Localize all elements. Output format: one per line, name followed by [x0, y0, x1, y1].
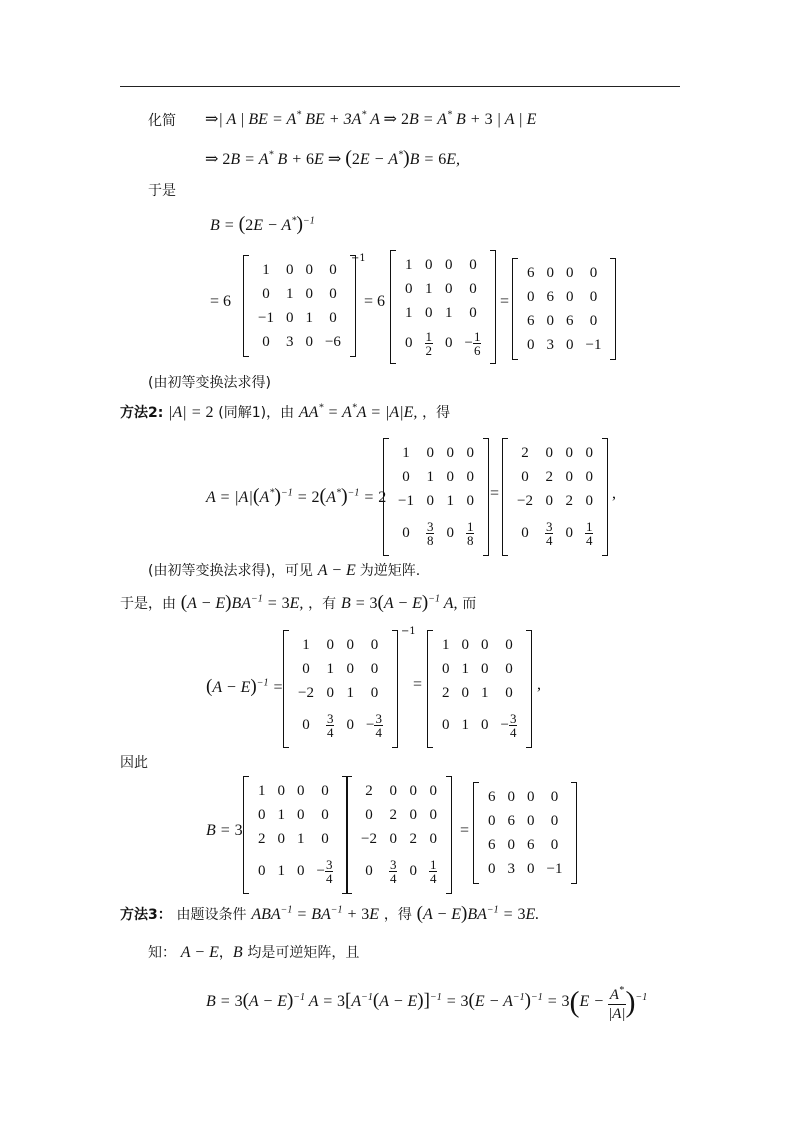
- method3-text: 由题设条件: [176, 907, 247, 923]
- matrix-m9: 2 0 0 0 0 2 0 0 −2 0 2 0 0 $\frac{3}{4}$ 0 $\frac{1}{4}$: [346, 776, 452, 894]
- comma-1: ,: [612, 485, 616, 502]
- method3-title: 方法3：: [120, 907, 172, 923]
- label-zhi: 知：: [148, 945, 176, 961]
- equation-A: $A = |A|(A^*)^{-1} = 2(A^*)^{-1} = 2$: [206, 485, 387, 507]
- label-huajian: 化简: [148, 113, 176, 129]
- matrix-m10: 6 0 0 0 0 6 0 0 6 0 6 0 0 3 0 −1: [473, 782, 577, 884]
- label-you: ，有: [308, 596, 337, 612]
- equation-1: ⇒| A | BE = A* BE + 3A* A ⇒ 2B = A* B + 3 | A | E: [205, 109, 537, 128]
- equation-2: ⇒ 2B = A* B + 6E ⇒ (2E − A*)B = 6E,: [205, 147, 460, 169]
- matrix-m7: 1 0 0 0 0 1 0 0 2 0 1 0 0 1 0 − $\frac{3}{4}$: [427, 630, 532, 748]
- eq-6: = 6: [364, 293, 386, 310]
- equation-AE-inv: $(A - E)^{-1}$ =: [206, 676, 284, 697]
- equation-B3: B = 3: [206, 822, 243, 839]
- method2-title: 方法2:: [120, 405, 164, 421]
- equation-final: $B = 3(A - E)^{-1}$ $A = 3[A^{-1}(A - E)]^{-1} = 3(E - A^{-1})^{-1} = 3(E$ − $\frac{A^*}{|A|}$ )$^{-1}$: [206, 982, 647, 1023]
- note-invertible: 为逆矩阵.: [359, 563, 421, 579]
- matrix-m5: 2 0 0 0 0 2 0 0 −2 0 2 0 0 $\frac{3}{4}$ 0 $\frac{1}{4}$: [502, 438, 608, 556]
- matrix-m3: 6 0 0 0 0 6 0 0 6 0 6 0 0 3 0 −1: [512, 258, 616, 360]
- matrix-m1: 1 0 0 0 0 1 0 0 −1 0 1 0 0 3 0 −6: [243, 255, 356, 357]
- method2-de: ，得: [422, 405, 451, 421]
- label-yushi: 于是: [148, 183, 176, 199]
- note-derived-2-line: (由初等变换法求得)，可见 A − E 为逆矩阵.: [148, 562, 421, 579]
- eq-sign-3: =: [413, 676, 423, 693]
- eq-sign-1: =: [500, 293, 510, 310]
- method2-line: 方法2: |A| = 2 (同解1)，由 AA* = A*A = |A|E, ，得: [120, 402, 451, 421]
- method2-tail: (同解1)，由: [218, 405, 295, 421]
- label-yinci: 因此: [120, 755, 148, 771]
- inv-exp-2: −1: [401, 626, 416, 637]
- note-derived-1: (由初等变换法求得): [148, 375, 271, 391]
- matrix-m2: 1 0 0 0 0 1 0 0 1 0 1 0 0 $\frac{1}{2}$ 0 − $\frac{1}{6}$: [390, 250, 496, 364]
- comma-2: ,: [537, 676, 541, 693]
- method3-de: ，得: [383, 907, 412, 923]
- label-both-inv: 均是可逆矩阵，且: [247, 945, 360, 961]
- method3-line: 方法3： 由题设条件 $ABA^{-1} = BA^{-1} + 3E$ ，得 $(A - E)BA^{-1} = 3E$.: [120, 903, 540, 924]
- inv-exp-1: −1: [351, 253, 366, 264]
- eq-sign-4: =: [460, 822, 470, 839]
- matrix-m4: 1 0 0 0 0 1 0 0 −1 0 1 0 0 $\frac{3}{8}$ 0 $\frac{1}{8}$: [383, 438, 489, 556]
- yushi-you: 于是，由: [120, 596, 176, 612]
- header-rule: [120, 86, 680, 87]
- label-er: 而: [462, 596, 477, 612]
- matrix-m8: 1 0 0 0 0 1 0 0 2 0 1 0 0 1 0 − $\frac{3}{4}$: [243, 776, 348, 894]
- eq-prefix-6: = 6: [210, 293, 232, 310]
- zhi-line: 知： A − E，B 均是可逆矩阵，且: [148, 944, 360, 961]
- equation-3: $B = (2E - A^*)^{-1}$: [210, 213, 315, 235]
- eq-sign-2: =: [490, 485, 500, 502]
- note-derived-2: (由初等变换法求得)，可见: [148, 563, 313, 579]
- matrix-m6: 1 0 0 0 0 1 0 0 −2 0 1 0 0 $\frac{3}{4}$ 0 − $\frac{3}{4}$: [283, 630, 398, 748]
- yushi-line: 于是，由 $(A - E)BA^{-1} = 3E$, ，有 $B = 3(A - E)^{-1}$ A, 而: [120, 592, 477, 613]
